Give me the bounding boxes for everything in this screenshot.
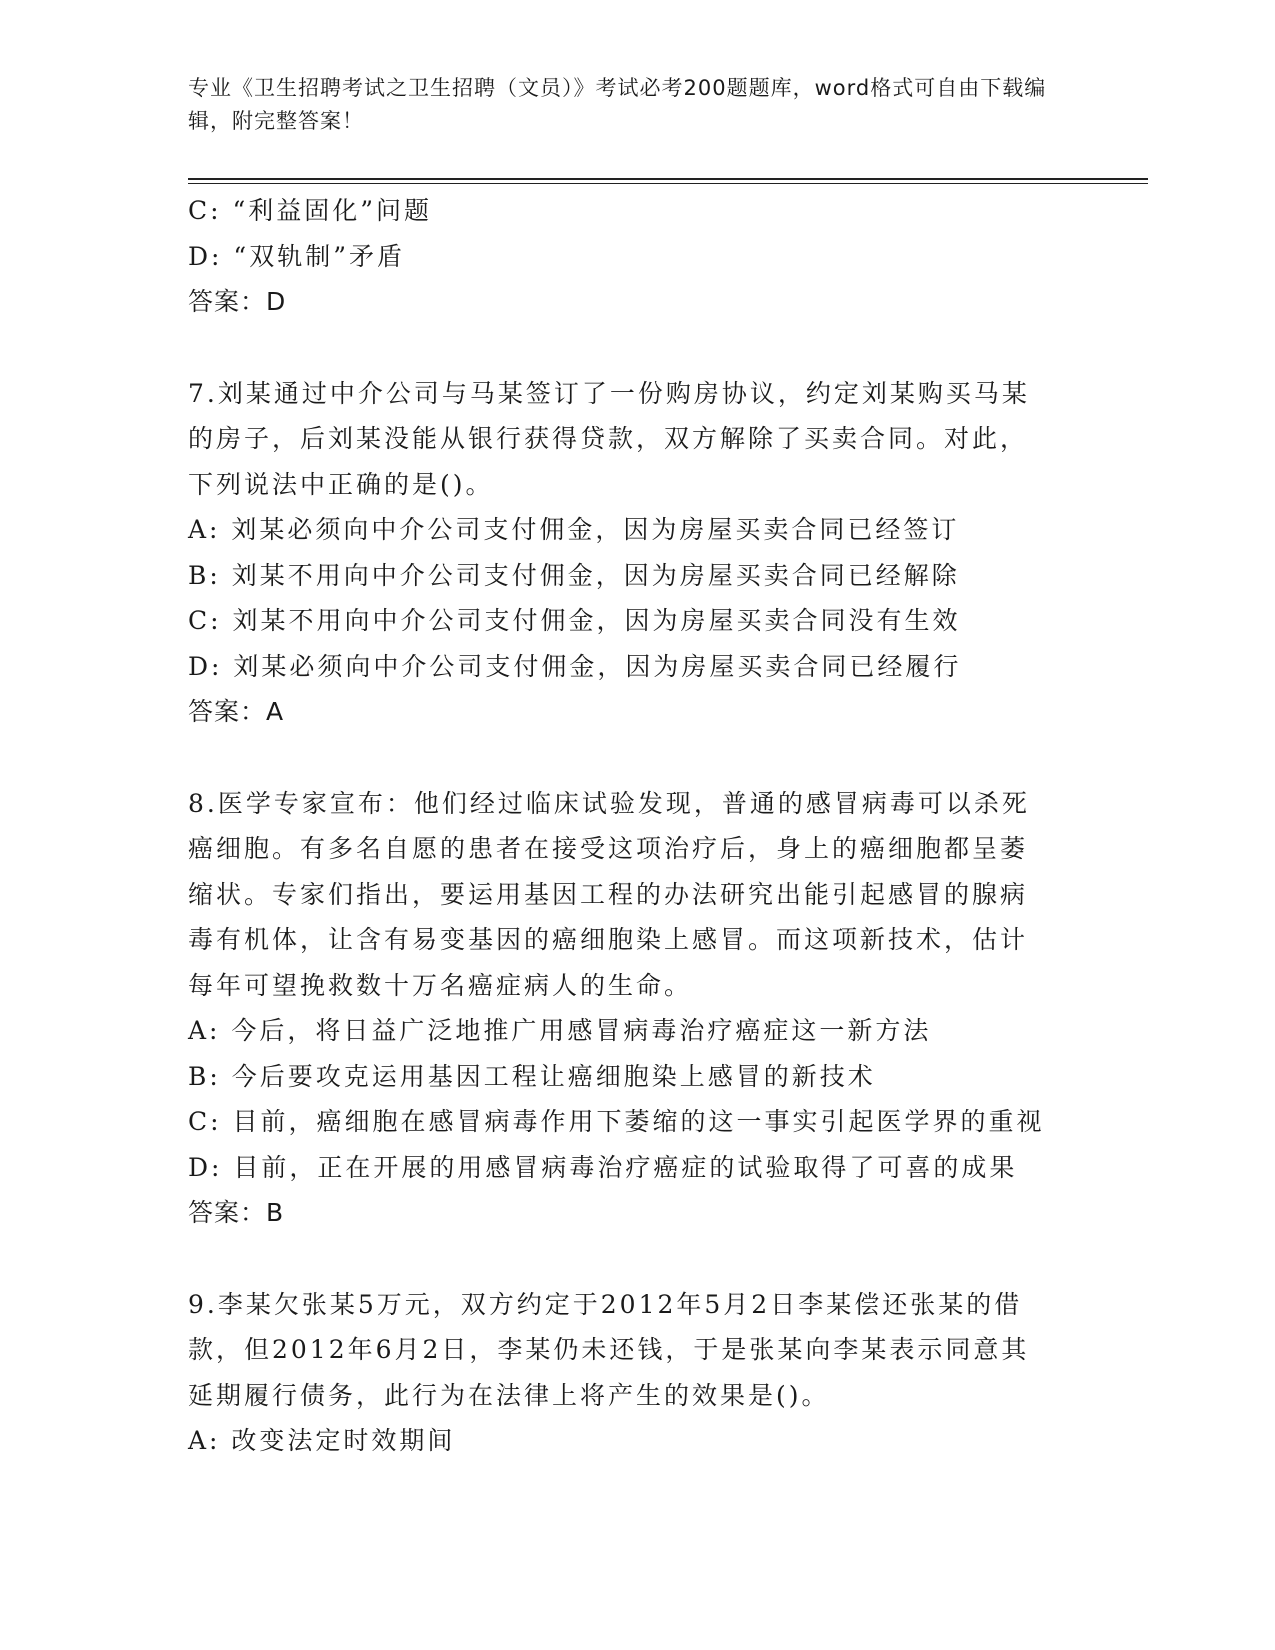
question-list — [188, 188, 1088, 1464]
question-6-tail — [188, 188, 1088, 325]
option-c: C: “利益固化”问题 — [188, 196, 433, 225]
option-d: D: 刘某必须向中介公司支付佣金，因为房屋买卖合同已经履行 — [188, 651, 962, 681]
question-7 — [188, 371, 1088, 735]
header-title: 专业《卫生招聘考试之卫生招聘（文员）》考试必考200题题库，word格式可自由下载编辑，附完整答案！ — [188, 76, 1047, 133]
answer-label: 答案：D — [188, 287, 287, 316]
spacer — [188, 325, 1088, 371]
option-b: B: 今后要攻克运用基因工程让癌细胞染上感冒的新技术 — [188, 1061, 876, 1091]
option-c: C: 目前，癌细胞在感冒病毒作用下萎缩的这一事实引起医学界的重视 — [188, 1107, 1045, 1136]
option-c: C: 刘某不用向中介公司支付佣金，因为房屋买卖合同没有生效 — [188, 606, 961, 635]
question-stem-line: 7.刘某通过中介公司与马某签订了一份购房协议，约定刘某购买马某 — [188, 378, 1030, 408]
question-9 — [188, 1282, 1088, 1464]
option-a: A: 今后，将日益广泛地推广用感冒病毒治疗癌症这一新方法 — [188, 1016, 932, 1045]
header-divider-thick — [188, 178, 1148, 180]
question-stem-line: 款，但2012年6月2日，李某仍未还钱，于是张某向李某表示同意其 — [188, 1335, 1030, 1364]
question-8 — [188, 781, 1088, 1236]
question-stem-line: 的房子，后刘某没能从银行获得贷款，双方解除了买卖合同。对此， — [188, 424, 1029, 453]
option-d: D: “双轨制”矛盾 — [188, 241, 405, 271]
answer-label: 答案：B — [188, 1198, 285, 1227]
option-a: A: 刘某必须向中介公司支付佣金，因为房屋买卖合同已经签订 — [188, 515, 960, 544]
option-b: B: 刘某不用向中介公司支付佣金，因为房屋买卖合同已经解除 — [188, 560, 960, 590]
option-a: A: 改变法定时效期间 — [188, 1426, 456, 1455]
question-stem-line: 每年可望挽救数十万名癌症病人的生命。 — [188, 970, 693, 1000]
document-header — [188, 72, 1068, 138]
spacer — [188, 735, 1088, 781]
question-stem-line: 缩状。专家们指出，要运用基因工程的办法研究出能引起感冒的腺病 — [188, 879, 1029, 909]
header-divider-thin — [188, 183, 1148, 184]
answer-label: 答案：A — [188, 697, 285, 726]
spacer — [188, 1236, 1088, 1282]
question-stem-line: 8.医学专家宣布：他们经过临床试验发现，普通的感冒病毒可以杀死 — [188, 788, 1030, 818]
question-stem-line: 毒有机体，让含有易变基因的癌细胞染上感冒。而这项新技术，估计 — [188, 925, 1029, 954]
question-stem-line: 9.李某欠张某5万元，双方约定于2012年5月2日李某偿还张某的借 — [188, 1289, 1023, 1319]
question-stem-line: 延期履行债务，此行为在法律上将产生的效果是()。 — [188, 1380, 830, 1410]
option-d: D: 目前，正在开展的用感冒病毒治疗癌症的试验取得了可喜的成果 — [188, 1152, 1018, 1182]
question-stem-line: 癌细胞。有多名自愿的患者在接受这项治疗后，身上的癌细胞都呈萎 — [188, 834, 1029, 863]
question-stem-line: 下列说法中正确的是()。 — [188, 469, 494, 499]
